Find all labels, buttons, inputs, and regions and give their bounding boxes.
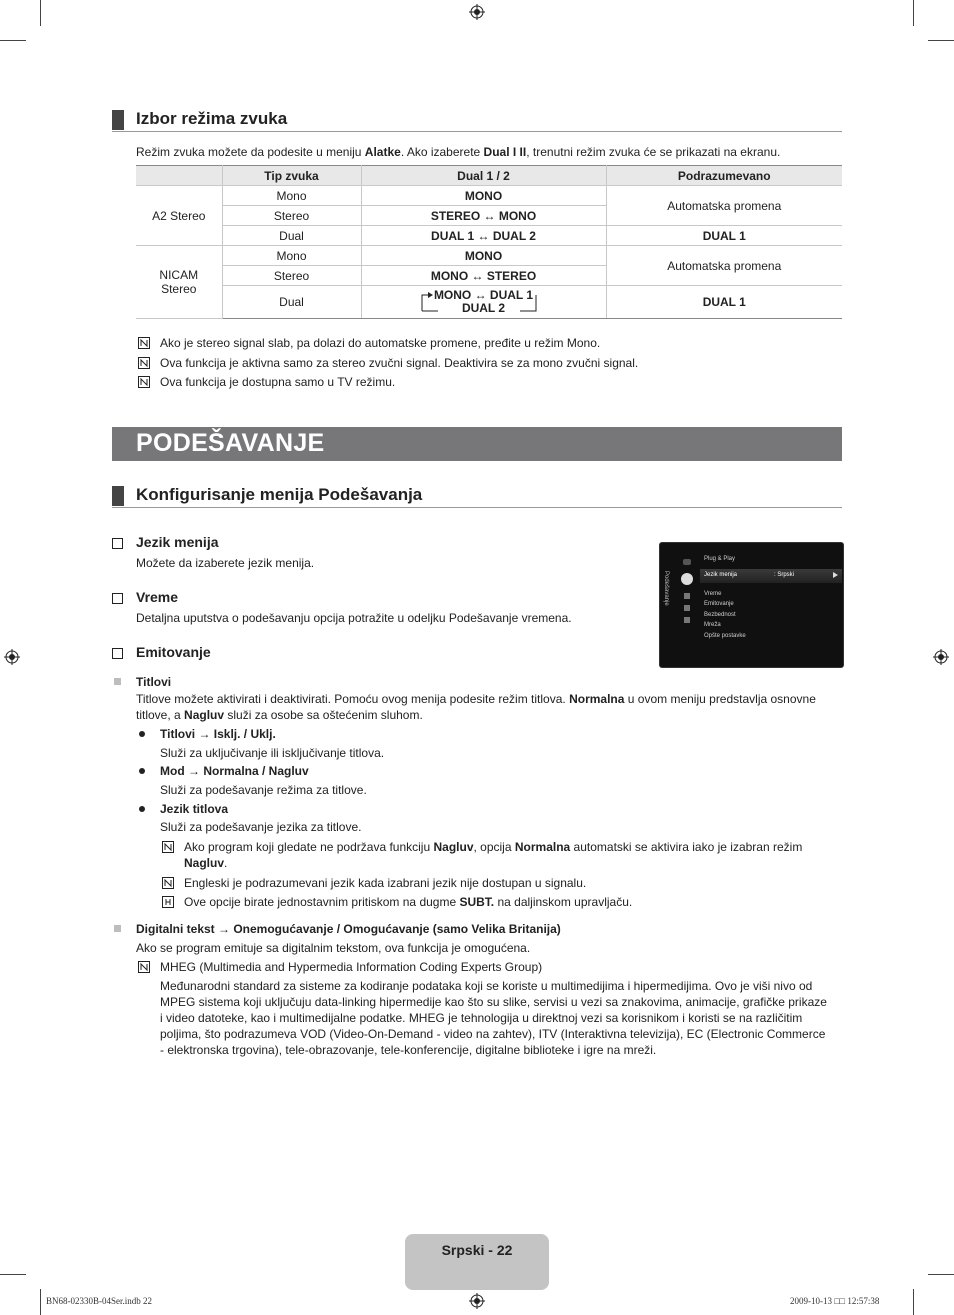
table-cell: Stereo — [222, 206, 361, 226]
note-icon — [138, 337, 150, 349]
chevron-right-icon — [833, 572, 838, 578]
menu-item: Vreme — [704, 591, 722, 597]
section-header — [112, 486, 842, 508]
section-header-bar — [112, 110, 124, 130]
table-cell: MONO — [361, 246, 606, 266]
sound-mode-table — [136, 165, 842, 319]
table-cell: NICAM Stereo — [136, 246, 222, 319]
subitem-title: Digitalni tekst → Onemogućavanje / Omogućavanje (samo Velika Britanija) — [136, 922, 561, 936]
menu-icon-column — [680, 559, 694, 629]
dual-line-2: DUAL 2 — [461, 301, 506, 315]
mheg-paragraph — [160, 978, 850, 1058]
checkbox-icon — [112, 593, 123, 604]
note-text: Engleski je podrazumevani jezik kada izabrani jezik nije dostupan u signalu. — [184, 876, 587, 890]
app-icon — [684, 605, 690, 611]
crop-mark — [928, 40, 954, 41]
bullet-dot-icon — [139, 806, 145, 812]
table-cell: Stereo — [222, 266, 361, 286]
checkbox-icon — [112, 648, 123, 659]
note-icon — [138, 961, 150, 973]
table-row — [136, 186, 842, 206]
table-cell — [361, 286, 606, 319]
table-header-row — [136, 166, 842, 186]
table-cell: Mono — [222, 186, 361, 206]
bullet-title: Jezik titlova — [160, 802, 229, 816]
bullet-desc: Služi za podešavanje jezika za titlove. — [160, 820, 362, 834]
mheg-line: poljima, što podrazumeva VOD (Video-On-Demand - video na zahtev), ITV (Interaktivna televizija), EC (Electronic Commerce — [160, 1027, 826, 1041]
menu-item: Opšte postavke — [704, 633, 746, 639]
support-icon — [684, 617, 690, 623]
table-cell: STEREO ↔ MONO — [361, 206, 606, 226]
table-cell: MONO ↔ STEREO — [361, 266, 606, 286]
mheg-line: i video datoteke, kao i multimedijalne podatke. MHEG je tehnologija u direktnoj vezi sa korisnikom i koristi se na različitim — [160, 1011, 803, 1025]
menu-item: Plug & Play — [704, 556, 736, 562]
checkbox-icon — [112, 538, 123, 549]
bullet-title: Titlovi → Isklj. / Uklj. — [160, 727, 276, 741]
crop-mark — [0, 40, 26, 41]
crop-mark — [913, 1289, 914, 1315]
gear-icon — [681, 573, 693, 585]
input-icon — [684, 593, 690, 599]
table-header: Tip zvuka — [222, 166, 361, 186]
date-info: 2009-10-13 □□ 12:57:38 — [790, 1296, 880, 1306]
note-text: Ove opcije birate jednostavnim pritiskom na dugme SUBT. na daljinskom upravljaču. — [184, 895, 633, 909]
crop-mark — [40, 0, 41, 26]
table-cell: Dual — [222, 286, 361, 319]
table-cell: Automatska promena — [606, 246, 842, 286]
dual-line-1: MONO ↔ DUAL 1 — [433, 288, 534, 302]
bullet-desc: Služi za podešavanje režima za titlove. — [160, 783, 367, 797]
note-text: Ova funkcija je aktivna samo za stereo zvučni signal. Deaktivira se za mono zvučni signal. — [160, 356, 639, 370]
bullet-title: Mod → Normalna / Nagluv — [160, 764, 309, 778]
remote-button-icon — [162, 896, 174, 908]
titlovi-paragraph: Titlove možete aktivirati i deaktivirati. Pomoću ovog menija podesite režim titlova. Normalna u ovom meniju predstavlja osnovne titlove, a Nagluv služi za osobe sa oštećenim sluhom. — [136, 692, 816, 722]
tv-menu-screenshot — [659, 542, 844, 668]
registration-mark-icon — [4, 649, 20, 665]
table-header: Podrazumevano — [606, 166, 842, 186]
registration-mark-icon — [933, 649, 949, 665]
table-cell: Mono — [222, 246, 361, 266]
subitem-desc: Ako se program emituje sa digitalnim tekstom, ova funkcija je omogućena. — [136, 941, 531, 955]
picture-icon — [683, 559, 691, 565]
table-row — [136, 226, 842, 246]
crop-mark — [40, 1289, 41, 1315]
item-title: Emitovanje — [136, 644, 211, 660]
item-desc: Možete da izaberete jezik menija. — [136, 556, 315, 570]
table-cell: DUAL 1 ↔ DUAL 2 — [361, 226, 606, 246]
table-row — [136, 286, 842, 319]
table-cell: A2 Stereo — [136, 186, 222, 246]
table-header — [136, 166, 222, 186]
square-bullet-icon — [114, 925, 121, 932]
note-text: Ova funkcija je dostupna samo u TV režimu. — [160, 375, 396, 389]
note-text: MHEG (Multimedia and Hypermedia Information Coding Experts Group) — [160, 960, 543, 974]
note-text: Ako program koji gledate ne podržava funkciju Nagluv, opcija Normalna automatski se aktivira iako je izabran režim Nagluv. — [184, 840, 803, 870]
note-text: Ako je stereo signal slab, pa dolazi do automatske promene, pređite u režim Mono. — [160, 336, 601, 350]
crop-mark — [0, 1274, 26, 1275]
bullet-dot-icon — [139, 768, 145, 774]
item-title: Jezik menija — [136, 534, 219, 550]
section-title: Izbor režima zvuka — [136, 109, 288, 128]
chapter-title: PODEŠAVANJE — [136, 429, 325, 457]
note-icon — [138, 376, 150, 388]
section-header — [112, 110, 842, 132]
note-icon — [162, 841, 174, 853]
section-header-bar — [112, 486, 124, 506]
table-header: Dual 1 / 2 — [361, 166, 606, 186]
menu-item: Mreža — [704, 622, 721, 628]
bullet-desc: Služi za uključivanje ili isključivanje titlova. — [160, 746, 385, 760]
table-cell: DUAL 1 — [606, 226, 842, 246]
intro-paragraph: Režim zvuka možete da podesite u meniju Alatke. Ako izaberete Dual I II, trenutni režim zvuka će se prikazati na ekranu. — [136, 145, 781, 159]
square-bullet-icon — [114, 678, 121, 685]
subitem-title: Titlovi — [136, 675, 172, 689]
crop-mark — [913, 0, 914, 26]
note-icon — [138, 357, 150, 369]
cycle-arrow-icon — [414, 289, 554, 315]
item-desc: Detaljna uputstva o podešavanju opcija potražite u odeljku Podešavanje vremena. — [136, 611, 572, 625]
table-cell: DUAL 1 — [606, 286, 842, 319]
registration-mark-icon — [469, 4, 485, 20]
mheg-line: MPEG sistema koji uključuju data-linking hipermedije kao što su slike, servisi u vezi sa znakovima, animacije, grafičke prikaze — [160, 995, 827, 1009]
table-cell: MONO — [361, 186, 606, 206]
mheg-line: - elektronska trgovina), tele-obrazovanje, tele-konferencije, digitalne biblioteke i igre na mreži. — [160, 1043, 657, 1057]
note-icon — [162, 877, 174, 889]
table-row — [136, 246, 842, 266]
crop-mark — [928, 1274, 954, 1275]
page-number-tab — [405, 1234, 549, 1290]
menu-item: Bezbednost — [704, 612, 736, 618]
registration-mark-icon — [469, 1293, 485, 1309]
item-title: Vreme — [136, 589, 179, 605]
bullet-dot-icon — [139, 731, 145, 737]
menu-item-value: : Srpski — [774, 572, 795, 578]
mheg-line: Međunarodni standard za sisteme za kodiranje podataka koji se koriste u multimedijima i hipermedijima. Ovo je viši nivo od — [160, 979, 813, 993]
chapter-banner — [112, 427, 842, 461]
page-number: Srpski - 22 — [441, 1242, 513, 1258]
table-cell: Dual — [222, 226, 361, 246]
file-info: BN68-02330B-04Ser.indb 22 — [46, 1296, 153, 1306]
menu-side-label: Podešavanje — [663, 571, 669, 606]
table-cell: Automatska promena — [606, 186, 842, 226]
section-title: Konfigurisanje menija Podešavanja — [136, 485, 423, 504]
menu-item: Emitovanje — [704, 601, 734, 607]
menu-item-selected: Jezik menija — [704, 572, 738, 578]
